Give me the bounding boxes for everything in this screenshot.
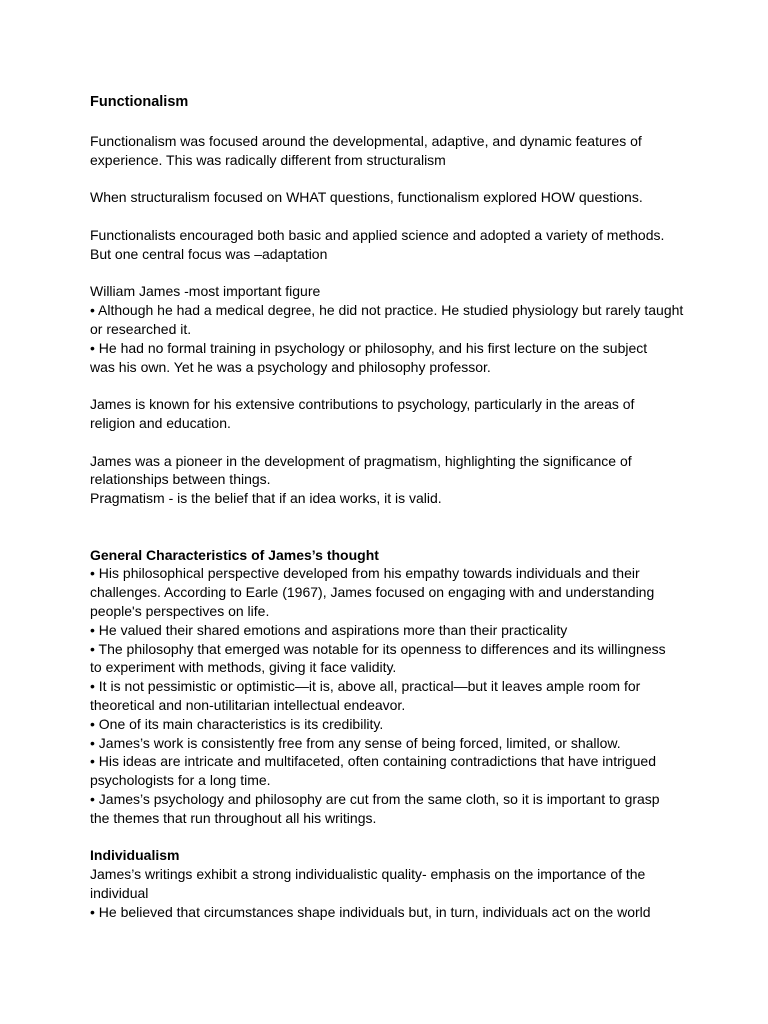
paragraph-intro	[90, 132, 690, 170]
text-line: Functionalists encouraged both basic and applied science and adopted a variety of methods.	[90, 226, 665, 243]
paragraph-pragmatism	[90, 452, 690, 508]
text-line: psychologists for a long time.	[90, 772, 271, 789]
text-line: people's perspectives on life.	[90, 602, 270, 619]
bullet-line: • One of its main characteristics is its credibility.	[90, 715, 384, 732]
text-line: theoretical and non-utilitarian intellectual endeavor.	[90, 696, 406, 713]
bullet-line: • His ideas are intricate and multifaceted, often containing contradictions that have intrigued	[90, 753, 657, 770]
bullet-line: • James’s work is consistently free from any sense of being forced, limited, or shallow.	[90, 734, 621, 751]
paragraph-contributions	[90, 395, 690, 433]
text-line: James is known for his extensive contributions to psychology, particularly in the areas of	[90, 396, 635, 413]
paragraph-what-how	[90, 188, 690, 207]
section-heading: Individualism	[90, 847, 180, 864]
section-general-characteristics	[90, 546, 690, 828]
paragraph-william-james	[90, 282, 690, 376]
text-line: But one central focus was –adaptation	[90, 245, 328, 262]
spacer	[90, 527, 690, 546]
section-heading: General Characteristics of James’s thought	[90, 546, 379, 563]
text-line: When structuralism focused on WHAT questions, functionalism explored HOW questions.	[90, 189, 643, 206]
text-line: Functionalism was focused around the developmental, adaptive, and dynamic features of	[90, 133, 642, 149]
document-page	[90, 93, 690, 940]
text-line: experience. This was radically different from structuralism	[90, 151, 446, 168]
text-line: James was a pioneer in the development of pragmatism, highlighting the significance of	[90, 452, 632, 469]
text-line: William James -most important figure	[90, 283, 321, 300]
bullet-line: • It is not pessimistic or optimistic—it is, above all, practical—but it leaves ample room for	[90, 678, 641, 695]
bullet-line: • He believed that circumstances shape individuals but, in turn, individuals act on the world	[90, 903, 651, 920]
bullet-line: • The philosophy that emerged was notable for its openness to differences and its willingness	[90, 640, 666, 657]
bullet-line: • He had no formal training in psychology or philosophy, and his first lecture on the subject	[90, 339, 648, 356]
text-line: individual	[90, 884, 149, 901]
text-line: relationships between things.	[90, 471, 271, 488]
text-line: religion and education.	[90, 414, 231, 431]
bullet-line: • James’s psychology and philosophy are cut from the same cloth, so it is important to grasp	[90, 790, 660, 807]
text-line: James’s writings exhibit a strong individualistic quality- emphasis on the importance of the	[90, 866, 646, 883]
bullet-line: • Although he had a medical degree, he did not practice. He studied physiology but rarely taught	[90, 302, 684, 319]
paragraph-methods	[90, 226, 690, 264]
text-line: Pragmatism - is the belief that if an idea works, it is valid.	[90, 490, 442, 507]
text-line: to experiment with methods, giving it face validity.	[90, 659, 397, 676]
bullet-line: • His philosophical perspective developed from his empathy towards individuals and their	[90, 565, 640, 582]
text-line: the themes that run throughout all his writings.	[90, 809, 377, 826]
document-title: Functionalism	[90, 94, 189, 110]
section-individualism	[90, 846, 690, 921]
text-line: was his own. Yet he was a psychology and philosophy professor.	[90, 358, 491, 375]
text-line: or researched it.	[90, 320, 192, 337]
bullet-line: • He valued their shared emotions and aspirations more than their practicality	[90, 621, 568, 638]
text-line: challenges. According to Earle (1967), James focused on engaging with and understanding	[90, 584, 655, 601]
